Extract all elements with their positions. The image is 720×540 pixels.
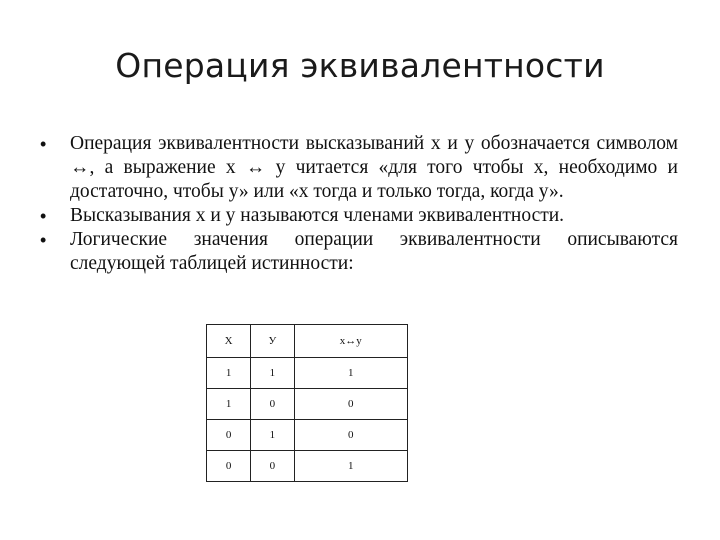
truth-table [206, 324, 408, 482]
table-cell: 0 [251, 389, 294, 420]
table-row [207, 358, 408, 389]
table-cell: 1 [251, 358, 294, 389]
table-cell: 0 [294, 389, 407, 420]
table-cell: 1 [207, 358, 251, 389]
bullet-text: Высказывания х и у называются членами эквивалентности. [70, 205, 565, 226]
bullet-list [38, 132, 678, 276]
bullet-marker: • [40, 134, 47, 154]
table-header-cell: У [251, 325, 294, 358]
bullet-item [38, 204, 678, 228]
table-cell: 0 [207, 420, 251, 451]
bullet-marker: • [40, 206, 47, 226]
bullet-text: Логические значения операции эквивалентности описываются следующей таблицей истинности: [70, 229, 678, 274]
table-cell: 0 [294, 420, 407, 451]
bullet-item [38, 132, 678, 204]
table-cell: 1 [207, 389, 251, 420]
table-cell: 1 [294, 451, 407, 482]
table-cell: 0 [251, 451, 294, 482]
bullet-marker: • [40, 230, 47, 250]
table-cell: 0 [207, 451, 251, 482]
bullet-item [38, 228, 678, 276]
slide-title: Операция эквивалентности [115, 46, 605, 85]
table-row [207, 451, 408, 482]
table-row [207, 420, 408, 451]
bullet-text: Операция эквивалентности высказываний х и у обозначается символом ↔, а выражение х ↔ у читается «для того чтобы х, необходимо и достаточно, чтобы у» или «х тогда и только тогда, когда у». [70, 133, 678, 202]
table-row [207, 389, 408, 420]
table-cell: 1 [294, 358, 407, 389]
table-header-cell: Х [207, 325, 251, 358]
table-header-cell: х↔у [294, 325, 407, 358]
table-header-row [207, 325, 408, 358]
table-cell: 1 [251, 420, 294, 451]
